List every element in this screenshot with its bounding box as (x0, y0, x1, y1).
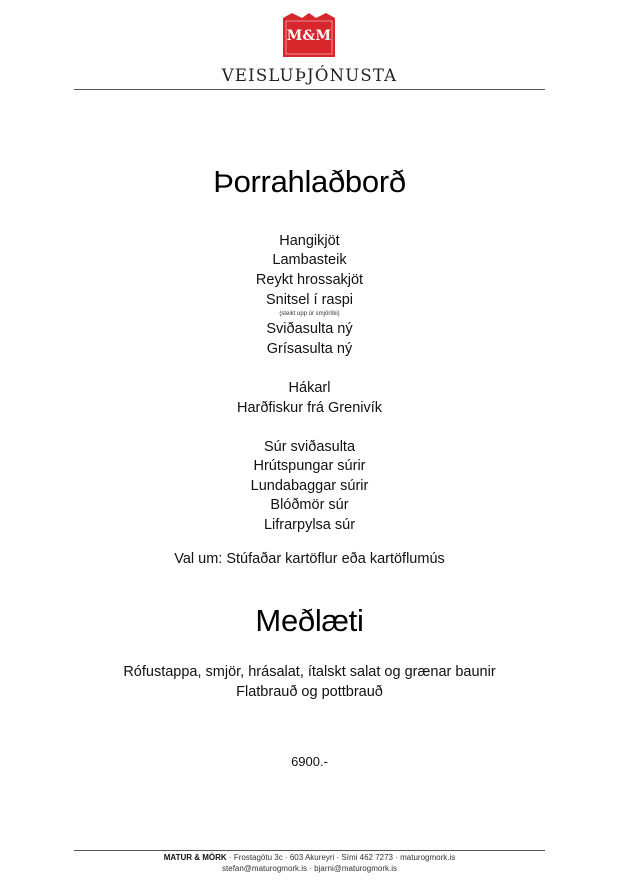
menu-item: Súr sviðasulta (263, 439, 356, 455)
section-title: Meðlæti (255, 603, 364, 638)
logo-text: M&M (286, 28, 332, 44)
menu-item: Rófustappa, smjör, hrásalat, ítalskt salat og grænar baunir (123, 664, 496, 680)
menu-item: Hákarl (288, 380, 331, 396)
logo (282, 12, 336, 58)
menu-item: Reykt hrossakjöt (255, 272, 364, 288)
menu-item: Lambasteik (272, 252, 347, 268)
menu-item: Sviðasulta ný (266, 321, 353, 337)
menu-item: Hangikjöt (279, 233, 340, 249)
menu-item: Hrútspungar súrir (253, 458, 366, 474)
header-divider (74, 89, 545, 90)
menu-item: Blóðmör súr (270, 497, 349, 513)
footer-address-line (0, 853, 619, 862)
footer-divider (74, 850, 545, 851)
menu-item: Lundabaggar súrir (250, 478, 369, 494)
section-title: Þorrahlaðborð (213, 164, 406, 199)
side-choice-note: Val um: Stúfaðar kartöflur eða kartöflumús (174, 551, 445, 567)
menu-item-note: (steikt upp úr smjörlíki) (279, 311, 340, 317)
menu-item: Snitsel í raspi (265, 292, 354, 308)
footer-company: MATUR & MÖRK (163, 853, 227, 862)
footer-emails: stefan@maturogmork.is · bjarni@maturogmork.is (222, 864, 397, 873)
brand-name: VEISLUÞJÓNUSTA (221, 66, 398, 85)
menu-item: Harðfiskur frá Grenivík (236, 400, 383, 416)
price: 6900.- (291, 754, 328, 769)
menu-item: Lifrarpylsa súr (263, 517, 356, 533)
footer-address: · Frostagötu 3c · 603 Akureyri · Sími 462 7273 · maturogmork.is (226, 853, 456, 862)
menu-item: Flatbrauð og pottbrauð (236, 684, 383, 700)
menu-item: Grísasulta ný (266, 341, 353, 357)
